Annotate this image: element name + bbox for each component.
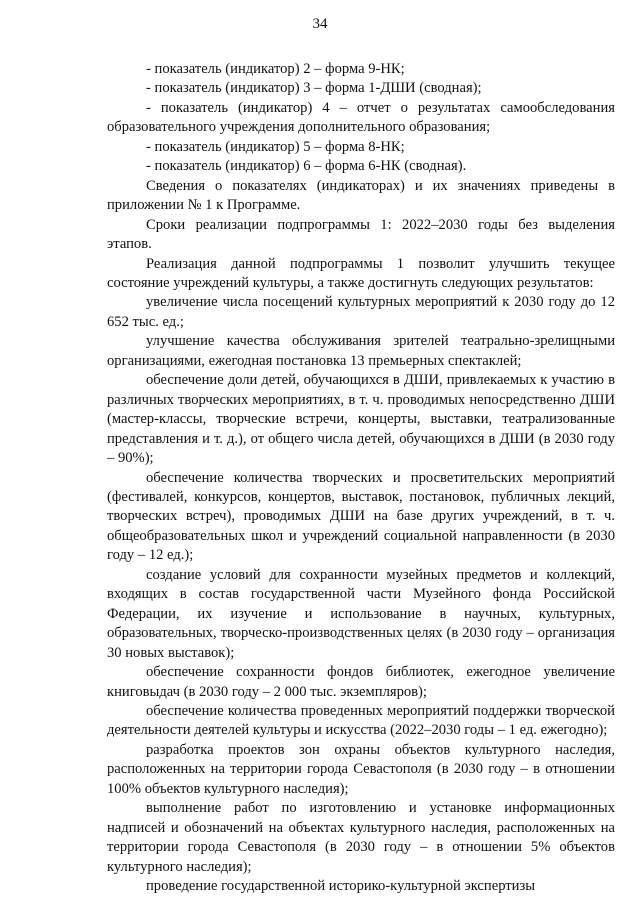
result-item: обеспечение сохранности фондов библиотек, ежегодное увеличение книговыдач (в 2030 году – 2 000 тыс. экземпляров); [107, 664, 615, 700]
result-item: обеспечение количества творческих и просветительских мероприятий (фестивалей, конкурсов, концертов, выставок, постановок, публичных лекций, творческих встреч), проводимых ДШИ на базе других учреждений, в т. ч. общеобразовательных школ и учреждений социальной направленности (в 2030 году – 12 ед.); [107, 469, 615, 564]
result-item: обеспечение количества проведенных мероприятий поддержки творческой деятельности деятелей культуры и искусства (2022–2030 годы – 1 ед. ежегодно); [107, 702, 615, 739]
result-item: проведение государственной историко-культурной экспертизы [146, 878, 536, 895]
page-number: 34 [312, 16, 328, 32]
indicator-6-line: - показатель (индикатор) 6 – форма 6-НК (сводная). [146, 158, 467, 175]
result-item: выполнение работ по изготовлению и установке информационных надписей и обозначений на объектах культурного наследия, расположенных на территории города Севастополя (в 2030 году – в отношении 5% объектов культурного наследия); [107, 800, 615, 875]
indicator-2-line: - показатель (индикатор) 2 – форма 9-НК; [146, 61, 405, 77]
indicator-3-line: - показатель (индикатор) 3 – форма 1-ДШИ (сводная); [146, 80, 482, 97]
body-text [107, 60, 615, 896]
result-item: разработка проектов зон охраны объектов культурного наследия, расположенных на территории города Севастополя (в 2030 году – в отношении 100% объектов культурного наследия); [107, 741, 615, 797]
result-item: создание условий для сохранности музейных предметов и коллекций, входящих в состав государственной части Музейного фонда Российской Федерации, их изучение и использование в научных, культурных, образовательных, творческо-производственных целях (в 2030 году – организация 30 новых выставок); [107, 566, 615, 661]
result-item: обеспечение доли детей, обучающихся в ДШИ, привлекаемых к участию в различных творческих мероприятиях, в т. ч. проводимых непосредственно ДШИ (мастер-классы, творческие встречи, концерты, выставки, театрализованные представления и т. д.), от общего числа детей, обучающихся в ДШИ (в 2030 году – 90%); [107, 372, 615, 467]
indicator-5-line: - показатель (индикатор) 5 – форма 8-НК; [146, 138, 405, 155]
results-intro-paragraph: Реализация данной подпрограммы 1 позволит улучшить текущее состояние учреждений культуры, а также достигнуть следующих результатов: [107, 255, 615, 291]
implementation-period-paragraph: Сроки реализации подпрограммы 1: 2022–2030 годы без выделения этапов. [107, 216, 615, 253]
indicator-4-line: - показатель (индикатор) 4 – отчет о результатах самообследования образовательного учреждения дополнительного образования; [107, 99, 615, 136]
result-item: улучшение качества обслуживания зрителей театрально-зрелищными организациями, ежегодная постановка 13 премьерных спектаклей; [107, 333, 615, 369]
result-item: увеличение числа посещений культурных мероприятий к 2030 году до 12 652 тыс. ед.; [107, 294, 615, 330]
indicators-info-paragraph: Сведения о показателях (индикаторах) и их значениях приведены в приложении № 1 к Программе. [107, 177, 615, 214]
